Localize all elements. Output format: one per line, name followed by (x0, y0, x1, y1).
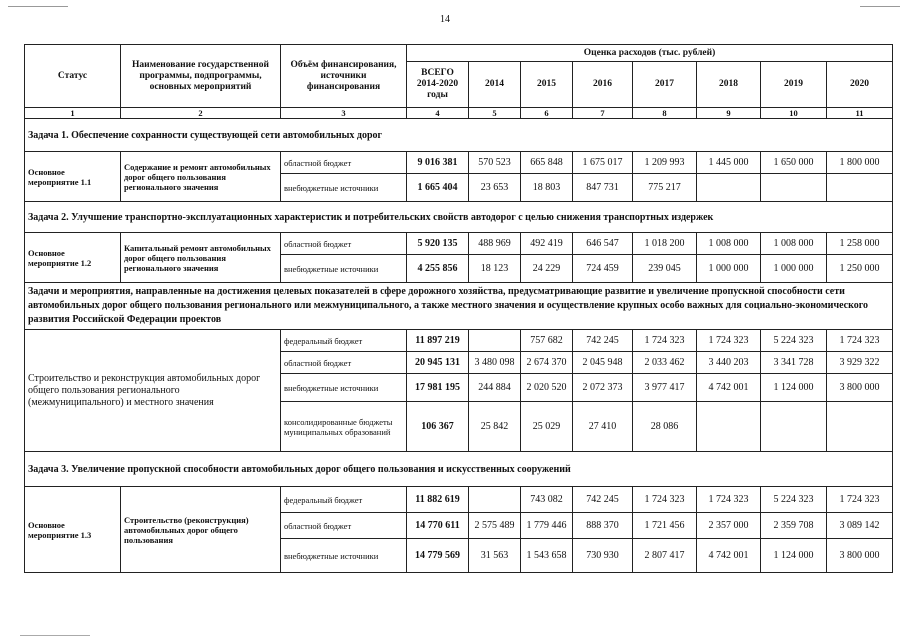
value-cell (469, 330, 521, 352)
task-row (25, 119, 893, 152)
scan-edge-line (860, 6, 900, 7)
value-cell: 488 969 (469, 233, 521, 255)
value-cell: 4 742 001 (697, 374, 761, 402)
activity-name-cell: Строительство и реконструкция автомобильных дорог общего пользования регионального (межмуниципального) и местного значения (25, 330, 281, 452)
value-cell: 1 675 017 (573, 152, 633, 174)
column-index: 5 (469, 108, 521, 119)
total-cell: 11 882 619 (407, 487, 469, 513)
activity-name-cell: Содержание и ремонт автомобильных дорог общего пользования регионального значения (121, 152, 281, 202)
col-year-header: 2017 (633, 62, 697, 108)
col-estimate-header: Оценка расходов (тыс. рублей) (407, 45, 893, 62)
total-cell: 4 255 856 (407, 255, 469, 283)
value-cell: 1 445 000 (697, 152, 761, 174)
total-cell: 11 897 219 (407, 330, 469, 352)
total-cell: 1 665 404 (407, 174, 469, 202)
value-cell: 1 724 323 (697, 487, 761, 513)
value-cell: 25 029 (521, 402, 573, 452)
col-year-header: 2014 (469, 62, 521, 108)
status-cell: Основное мероприятие 1.3 (25, 487, 121, 573)
value-cell: 27 410 (573, 402, 633, 452)
value-cell: 1 724 323 (827, 330, 893, 352)
total-cell: 9 016 381 (407, 152, 469, 174)
column-index: 3 (281, 108, 407, 119)
value-cell: 2 033 462 (633, 352, 697, 374)
value-cell: 18 803 (521, 174, 573, 202)
source-cell: внебюджетные источники (281, 539, 407, 573)
value-cell (827, 174, 893, 202)
value-cell: 1 721 456 (633, 513, 697, 539)
table-row (25, 152, 893, 174)
column-index: 9 (697, 108, 761, 119)
value-cell: 646 547 (573, 233, 633, 255)
value-cell: 2 045 948 (573, 352, 633, 374)
total-cell: 106 367 (407, 402, 469, 452)
value-cell: 1 724 323 (697, 330, 761, 352)
value-cell: 23 653 (469, 174, 521, 202)
value-cell: 3 800 000 (827, 539, 893, 573)
task-title: Задача 1. Обеспечение сохранности существующей сети автомобильных дорог (25, 119, 893, 152)
task-title: Задача 3. Увеличение пропускной способности автомобильных дорог общего пользования и искусственных сооружений (25, 452, 893, 487)
total-cell: 14 770 611 (407, 513, 469, 539)
value-cell: 1 800 000 (827, 152, 893, 174)
value-cell: 5 224 323 (761, 487, 827, 513)
value-cell: 742 245 (573, 487, 633, 513)
value-cell: 1 000 000 (697, 255, 761, 283)
value-cell: 742 245 (573, 330, 633, 352)
total-cell: 14 779 569 (407, 539, 469, 573)
value-cell: 18 123 (469, 255, 521, 283)
value-cell: 1 124 000 (761, 374, 827, 402)
value-cell: 244 884 (469, 374, 521, 402)
value-cell: 1 258 000 (827, 233, 893, 255)
value-cell: 25 842 (469, 402, 521, 452)
value-cell: 1 008 000 (761, 233, 827, 255)
source-cell: областной бюджет (281, 352, 407, 374)
value-cell (469, 487, 521, 513)
value-cell: 3 929 322 (827, 352, 893, 374)
value-cell: 775 217 (633, 174, 697, 202)
total-cell: 20 945 131 (407, 352, 469, 374)
page-number: 14 (440, 14, 450, 25)
value-cell: 724 459 (573, 255, 633, 283)
activity-name-cell: Строительство (реконструкция) автомобильных дорог общего пользования (121, 487, 281, 573)
table-row (25, 487, 893, 513)
column-index: 6 (521, 108, 573, 119)
col-total-header: ВСЕГО 2014-2020 годы (407, 62, 469, 108)
value-cell: 28 086 (633, 402, 697, 452)
value-cell: 239 045 (633, 255, 697, 283)
value-cell (761, 174, 827, 202)
task-row (25, 202, 893, 233)
column-index: 8 (633, 108, 697, 119)
source-cell: областной бюджет (281, 233, 407, 255)
value-cell: 24 229 (521, 255, 573, 283)
value-cell: 1 724 323 (633, 487, 697, 513)
col-year-header: 2019 (761, 62, 827, 108)
header-row (25, 45, 893, 62)
value-cell: 1 724 323 (827, 487, 893, 513)
value-cell (761, 402, 827, 452)
budget-table (24, 44, 893, 573)
value-cell (697, 174, 761, 202)
value-cell: 888 370 (573, 513, 633, 539)
value-cell: 743 082 (521, 487, 573, 513)
value-cell: 1 543 658 (521, 539, 573, 573)
table-row (25, 330, 893, 352)
value-cell: 4 742 001 (697, 539, 761, 573)
scan-edge-line (20, 635, 90, 636)
column-index: 10 (761, 108, 827, 119)
value-cell: 1 000 000 (761, 255, 827, 283)
value-cell: 3 089 142 (827, 513, 893, 539)
column-index: 11 (827, 108, 893, 119)
value-cell: 1 209 993 (633, 152, 697, 174)
task-title: Задачи и мероприятия, направленные на достижения целевых показателей в сфере дорожного хозяйства, предусматривающие развитие и увеличение пропускной способности сети автомобильных дорог общего пользования регионального или межмуниципального, а также местного значения и осуществление крупных особо важных для социально-экономического развития Российской Федерации проектов (25, 283, 893, 330)
value-cell: 3 341 728 (761, 352, 827, 374)
value-cell: 5 224 323 (761, 330, 827, 352)
value-cell: 31 563 (469, 539, 521, 573)
col-year-header: 2015 (521, 62, 573, 108)
value-cell: 1 724 323 (633, 330, 697, 352)
value-cell: 1 018 200 (633, 233, 697, 255)
col-name-header: Наименование государственной программы, подпрограммы, основных мероприятий (121, 45, 281, 108)
value-cell: 2 575 489 (469, 513, 521, 539)
value-cell: 757 682 (521, 330, 573, 352)
col-volume-header: Объём финансирования, источники финансирования (281, 45, 407, 108)
value-cell: 1 008 000 (697, 233, 761, 255)
value-cell: 847 731 (573, 174, 633, 202)
source-cell: областной бюджет (281, 513, 407, 539)
value-cell: 570 523 (469, 152, 521, 174)
value-cell: 2 674 370 (521, 352, 573, 374)
total-cell: 17 981 195 (407, 374, 469, 402)
value-cell: 1 124 000 (761, 539, 827, 573)
source-cell: внебюджетные источники (281, 255, 407, 283)
value-cell (827, 402, 893, 452)
value-cell: 2 359 708 (761, 513, 827, 539)
column-index: 2 (121, 108, 281, 119)
value-cell: 2 020 520 (521, 374, 573, 402)
value-cell: 2 807 417 (633, 539, 697, 573)
source-cell: федеральный бюджет (281, 330, 407, 352)
source-cell: внебюджетные источники (281, 174, 407, 202)
column-index-row (25, 108, 893, 119)
task-title: Задача 2. Улучшение транспортно-эксплуатационных характеристик и потребительских свойств автодорог с целью снижения транспортных издержек (25, 202, 893, 233)
column-index: 7 (573, 108, 633, 119)
col-year-header: 2018 (697, 62, 761, 108)
value-cell: 2 357 000 (697, 513, 761, 539)
value-cell: 1 250 000 (827, 255, 893, 283)
status-cell: Основное мероприятие 1.1 (25, 152, 121, 202)
value-cell: 1 779 446 (521, 513, 573, 539)
scan-edge-line (8, 6, 68, 7)
value-cell: 3 480 098 (469, 352, 521, 374)
col-status-header: Статус (25, 45, 121, 108)
value-cell: 492 419 (521, 233, 573, 255)
col-year-header: 2020 (827, 62, 893, 108)
column-index: 4 (407, 108, 469, 119)
value-cell: 1 650 000 (761, 152, 827, 174)
status-cell: Основное мероприятие 1.2 (25, 233, 121, 283)
value-cell: 665 848 (521, 152, 573, 174)
value-cell: 2 072 373 (573, 374, 633, 402)
total-cell: 5 920 135 (407, 233, 469, 255)
source-cell: консолидированные бюджеты муниципальных образований (281, 402, 407, 452)
value-cell: 730 930 (573, 539, 633, 573)
source-cell: федеральный бюджет (281, 487, 407, 513)
table-row (25, 233, 893, 255)
activity-name-cell: Капитальный ремонт автомобильных дорог общего пользования регионального значения (121, 233, 281, 283)
col-year-header: 2016 (573, 62, 633, 108)
value-cell: 3 977 417 (633, 374, 697, 402)
column-index: 1 (25, 108, 121, 119)
value-cell (697, 402, 761, 452)
task-row (25, 452, 893, 487)
source-cell: областной бюджет (281, 152, 407, 174)
source-cell: внебюджетные источники (281, 374, 407, 402)
value-cell: 3 800 000 (827, 374, 893, 402)
task-row (25, 283, 893, 330)
value-cell: 3 440 203 (697, 352, 761, 374)
